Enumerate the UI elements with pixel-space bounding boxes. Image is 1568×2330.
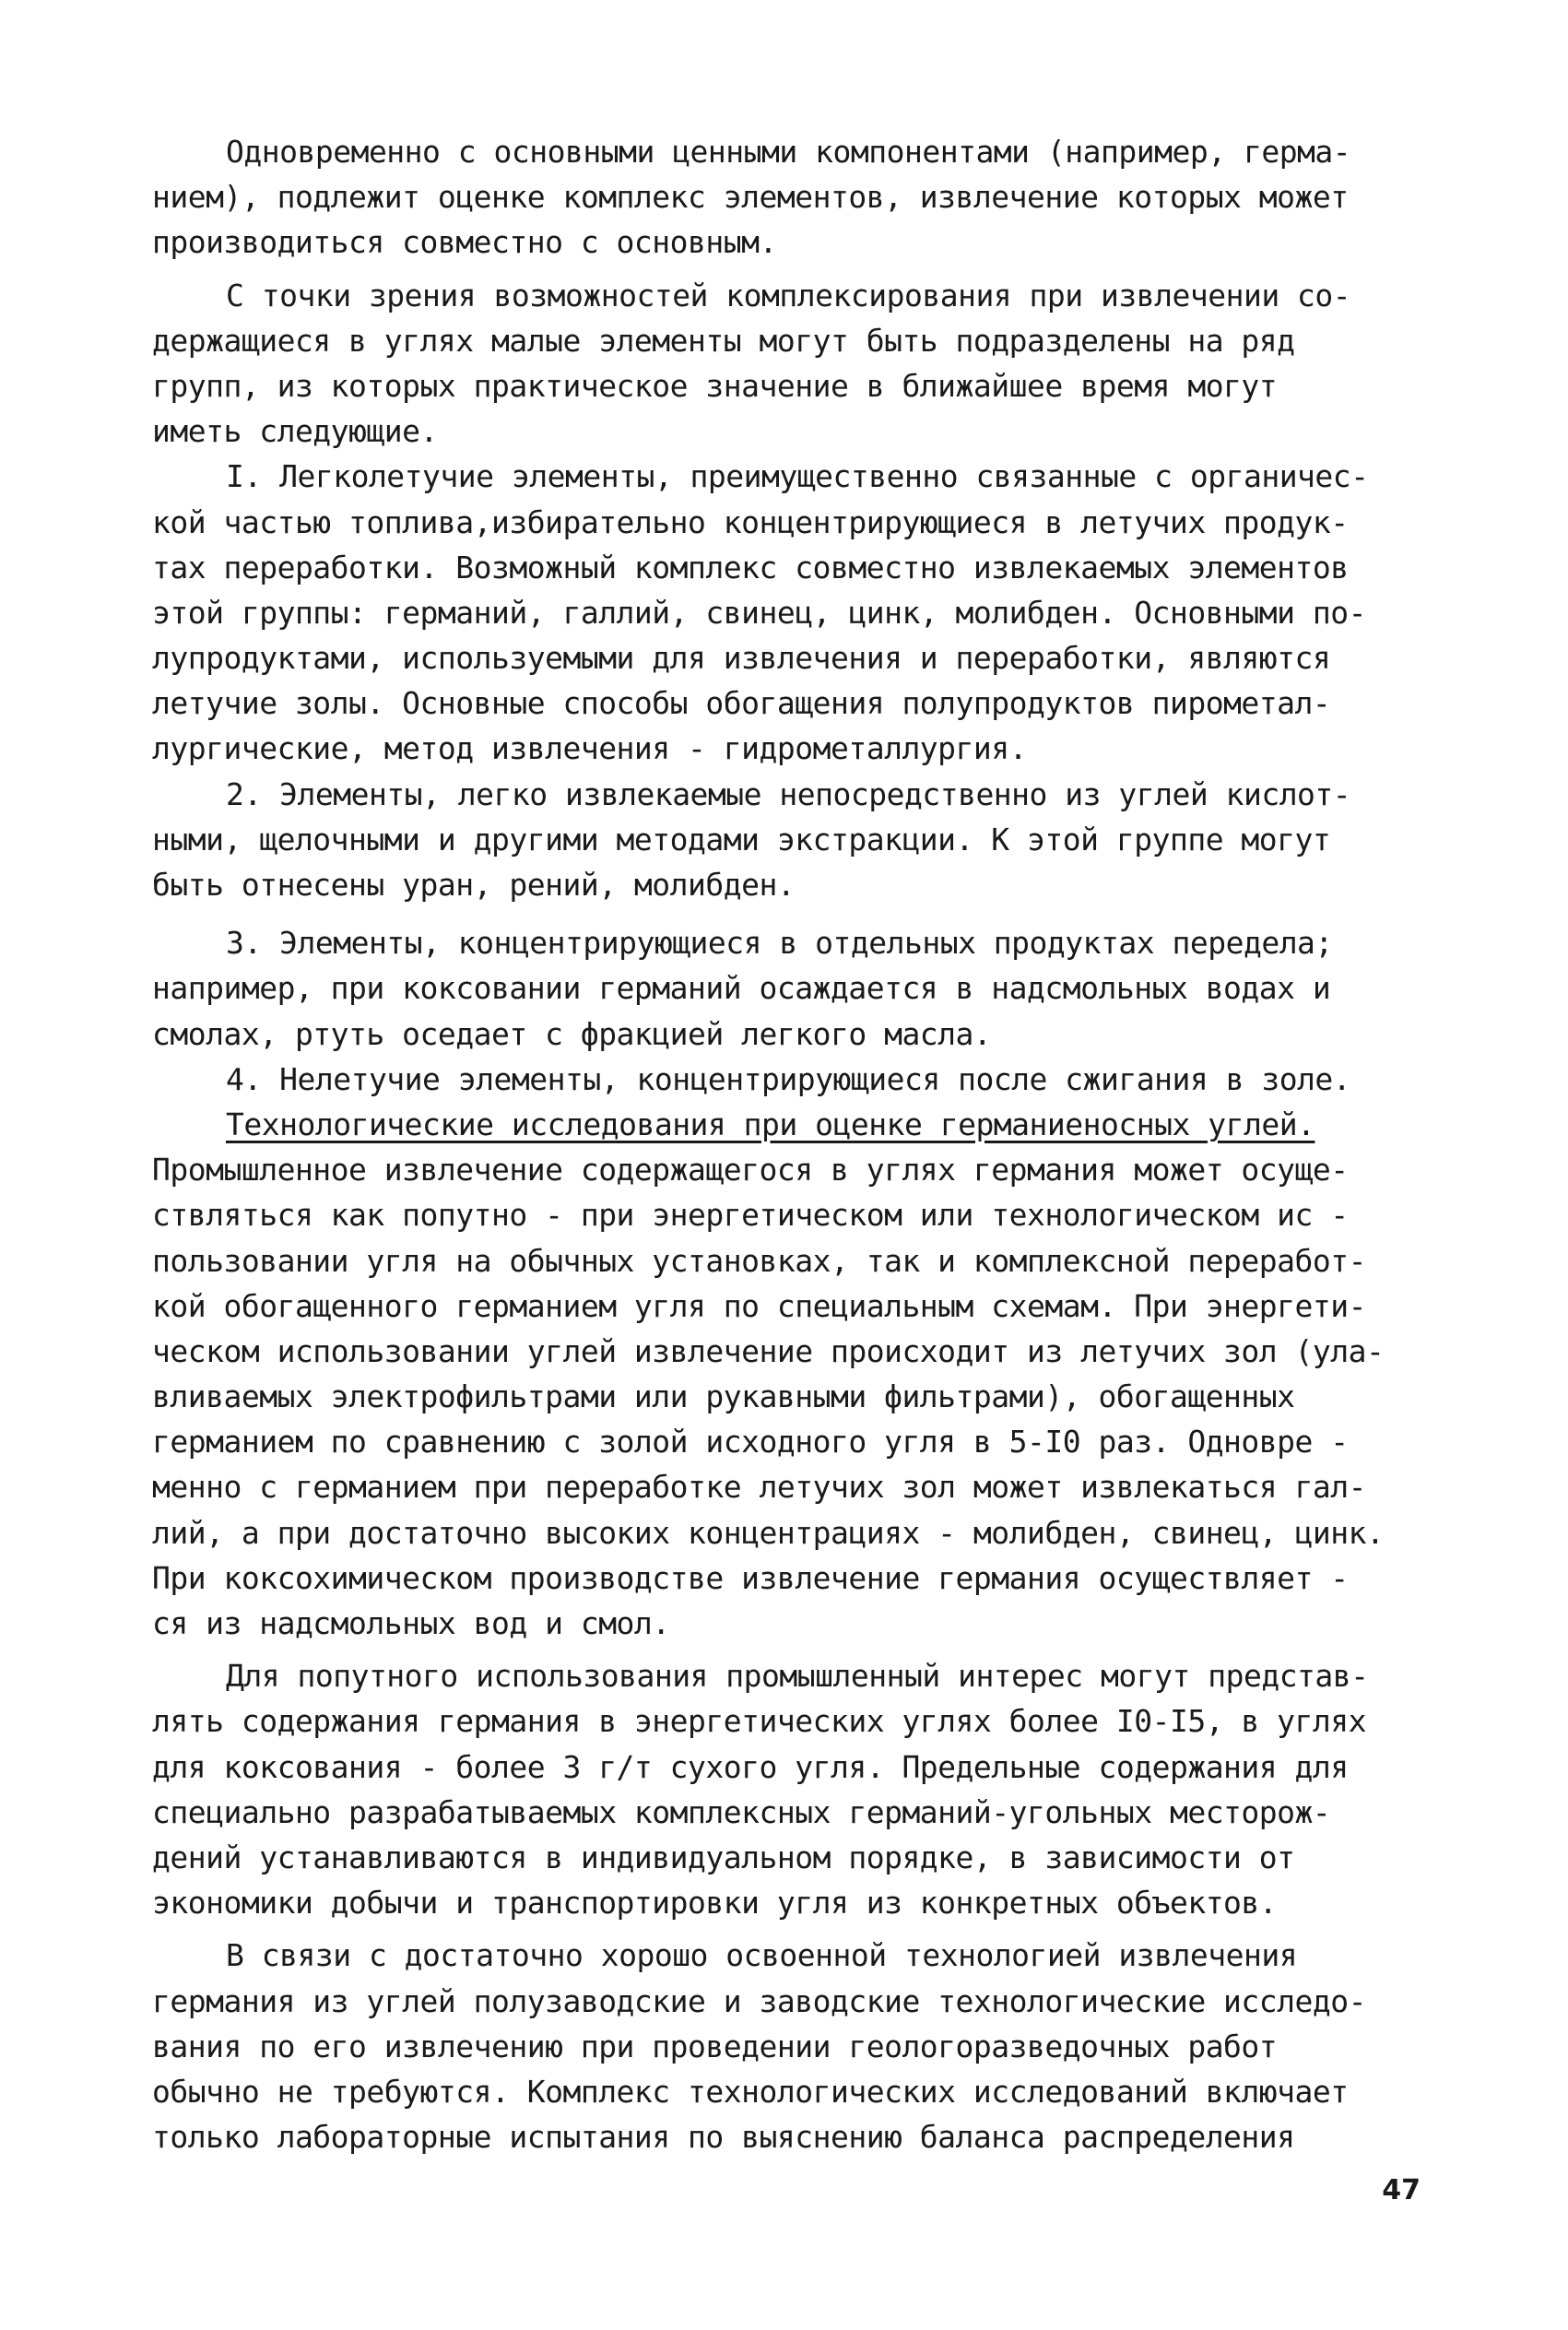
text-line: 2. Элементы, легко извлекаемые непосредственно из углей кислот- xyxy=(226,775,1351,812)
text-line: быть отнесены уран, рений, молибден. xyxy=(152,867,796,903)
text-line: лупродуктами, используемыми для извлечения и переработки, являются xyxy=(152,640,1331,677)
text-line: только лабораторные испытания по выяснению баланса распределения xyxy=(152,2119,1295,2156)
text-line: держащиеся в углях малые элементы могут быть подразделены на ряд xyxy=(152,322,1295,359)
text-line: для коксования - более 3 г/т сухого угля. Предельные содержания для xyxy=(152,1748,1349,1785)
text-line: ся из надсмольных вод и смол. xyxy=(152,1605,670,1641)
text-line: Промышленное извлечение содержащегося в углях германия может осуще- xyxy=(152,1152,1349,1189)
text-line: Для попутного использования промышленный интерес могут представ- xyxy=(226,1658,1369,1695)
document-body xyxy=(152,129,1438,2159)
text-line: групп, из которых практическое значение в ближайшее время могут xyxy=(152,367,1278,404)
text-line: этой группы: германий, галлий, свинец, цинк, молибден. Основными по- xyxy=(152,594,1367,631)
text-line: например, при коксовании германий осаждается в надсмольных водах и xyxy=(152,970,1331,1007)
text-line: 4. Нелетучие элементы, концентрирующиеся после сжигания в золе. xyxy=(226,1060,1351,1097)
text-line: экономики добычи и транспортировки угля из конкретных объектов. xyxy=(152,1885,1278,1922)
text-line: дений устанавливаются в индивидуальном порядке, в зависимости от xyxy=(152,1839,1295,1875)
text-line: При коксохимическом производстве извлечение германия осуществляет - xyxy=(152,1559,1349,1596)
text-line: лий, а при достаточно высоких концентрациях - молибден, свинец, цинк. xyxy=(152,1514,1385,1551)
text-line: ческом использовании углей извлечение происходит из летучих зол (ула- xyxy=(152,1332,1385,1369)
text-line: вливаемых электрофильтрами или рукавными фильтрами), обогащенных xyxy=(152,1378,1295,1415)
text-line: кой обогащенного германием угля по специальным схемам. При энергети- xyxy=(152,1287,1367,1324)
text-line: С точки зрения возможностей комплексирования при извлечении со- xyxy=(226,277,1351,313)
text-line: Одновременно с основными ценными компонентами (например, герма- xyxy=(226,134,1351,170)
text-line: обычно не требуются. Комплекс технологических исследований включает xyxy=(152,2073,1349,2110)
page-number: 47 xyxy=(1382,2174,1421,2206)
text-line: ными, щелочными и другими методами экстракции. К этой группе могут xyxy=(152,821,1331,857)
text-line: лять содержания германия в энергетических углях более I0-I5, в углях xyxy=(152,1703,1367,1740)
text-line: германия из углей полузаводские и заводские технологические исследо- xyxy=(152,1982,1367,2019)
text-line: тах переработки. Возможный комплекс совместно извлекаемых элементов xyxy=(152,549,1349,585)
text-line: смолах, ртуть оседает с фракцией легкого масла. xyxy=(152,1015,992,1052)
text-line: вания по его извлечению при проведении геологоразведочных работ xyxy=(152,2028,1278,2064)
text-line: В связи с достаточно хорошо освоенной технологией извлечения xyxy=(226,1937,1298,1974)
text-line: германием по сравнению с золой исходного угля в 5-I0 раз. Одновре - xyxy=(152,1424,1349,1461)
text-line: ствляться как попутно - при энергетическом или технологическом ис - xyxy=(152,1197,1349,1234)
text-line: 3. Элементы, концентрирующиеся в отдельных продуктах передела; xyxy=(226,925,1333,962)
section-heading: Технологические исследования при оценке германиеносных углей. xyxy=(226,1106,1315,1142)
text-line: иметь следующие. xyxy=(152,413,438,450)
text-line: кой частью топлива,избирательно концентрирующиеся в летучих продук- xyxy=(152,503,1349,540)
text-line: производиться совместно с основным. xyxy=(152,224,777,261)
text-line: летучие золы. Основные способы обогащения полупродуктов пирометал- xyxy=(152,685,1331,722)
text-line: менно с германием при переработке летучих зол может извлекаться гал- xyxy=(152,1469,1367,1506)
text-line: лургические, метод извлечения - гидрометаллургия. xyxy=(152,730,1028,767)
text-line: специально разрабатываемых комплексных германий-угольных месторож- xyxy=(152,1793,1331,1830)
text-line: нием), подлежит оценке комплекс элементов, извлечение которых может xyxy=(152,179,1349,216)
text-line: пользовании угля на обычных установках, так и комплексной переработ- xyxy=(152,1242,1367,1279)
text-line: I. Легколетучие элементы, преимущественно связанные с органичес- xyxy=(226,458,1369,495)
